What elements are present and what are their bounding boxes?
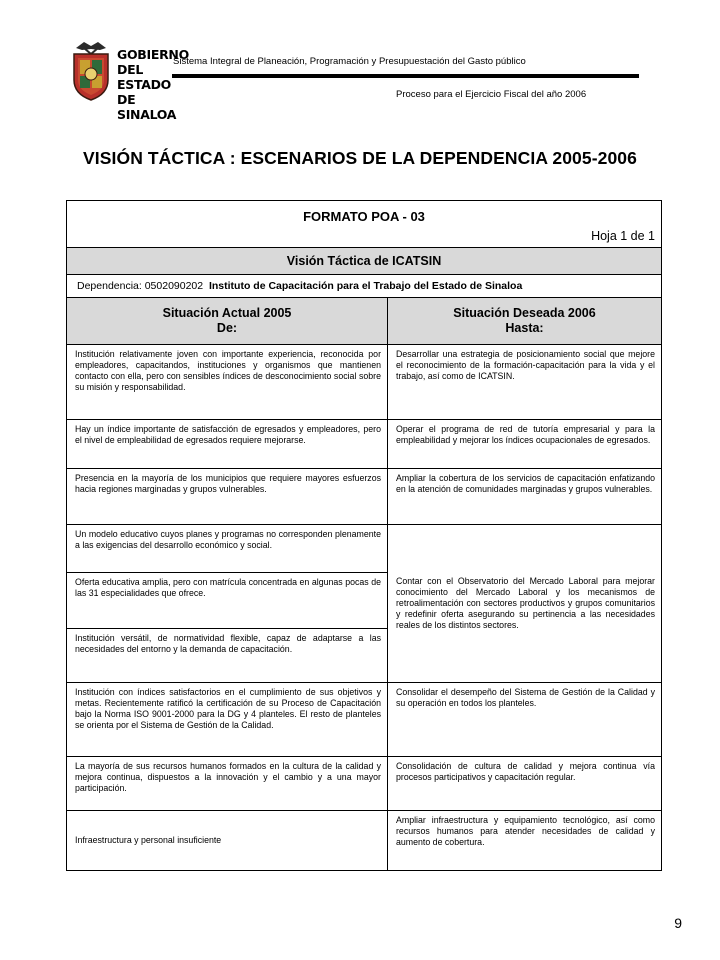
table-row [67,811,662,871]
deseada-cell: Operar el programa de red de tutoría empresarial y para la empleabilidad y mejorar los índices ocupacionales de egresados. [388,420,662,469]
table-row [67,525,662,573]
page-title: VISIÓN TÁCTICA : ESCENARIOS DE LA DEPENDENCIA 2005-2006 [83,148,637,168]
system-title: Sistema Integral de Planeación, Programación y Presupuestación del Gasto público [173,56,526,67]
actual-cell: Oferta educativa amplia, pero con matrícula concentrada en algunas pocas de las 31 especialidades que ofrece. [67,573,388,629]
table-row [67,345,662,420]
dependencia-cell [67,275,662,298]
col-deseada-sub: Hasta: [505,321,544,335]
actual-cell: Institución versátil, de normatividad flexible, capaz de adaptarse a las necesidades del entorno y la demanda de capacitación. [67,629,388,683]
vision-title: Visión Táctica de ICATSIN [67,248,662,275]
col-deseada-title: Situación Deseada 2006 [453,306,596,320]
table-row [67,469,662,525]
gobierno-sinaloa-logo [66,40,189,122]
logo-line-2: DEL ESTADO [117,62,171,92]
dependencia-label: Dependencia: 0502090202 [77,280,204,292]
table-row [67,757,662,811]
sheet-number: Hoja 1 de 1 [591,229,655,243]
formato-cell [67,201,662,248]
state-seal-icon [66,40,116,102]
actual-cell: Hay un índice importante de satisfacción de egresados y empleadores, pero el nivel de empleabilidad de egresados requiere mejorarse. [67,420,388,469]
logo-line-1: GOBIERNO [117,47,189,62]
page-number: 9 [674,915,682,931]
deseada-cell: Ampliar infraestructura y equipamiento tecnológico, así como recursos humanos para atender necesidades de calidad y aumento de cobertura. [388,811,662,871]
deseada-cell: Ampliar la cobertura de los servicios de capacitación enfatizando en la atención de comunidades marginadas y grupos vulnerables. [388,469,662,525]
deseada-cell: Consolidación de cultura de calidad y mejora continua vía procesos participativos y capacitación regular. [388,757,662,811]
actual-cell: Presencia en la mayoría de los municipios que requiere mayores esfuerzos hacia regiones marginadas y grupos vulnerables. [67,469,388,525]
actual-cell: Un modelo educativo cuyos planes y programas no corresponden plenamente a las exigencias del desarrollo económico y social. [67,525,388,573]
deseada-cell: Consolidar el desempeño del Sistema de Gestión de la Calidad y su operación en todos los planteles. [388,683,662,757]
logo-line-3: DE SINALOA [117,92,177,122]
col-actual-sub: De: [216,321,238,335]
header-rule [172,74,639,78]
col-header-actual [67,298,388,345]
actual-cell: Infraestructura y personal insuficiente [67,811,388,871]
col-header-deseada [388,298,662,345]
actual-cell: La mayoría de sus recursos humanos formados en la cultura de la calidad y mejora continua, dispuestos a la innovación y el cambio y a una mayor participación. [67,757,388,811]
fiscal-process: Proceso para el Ejercicio Fiscal del año 2006 [396,89,587,100]
dependencia-row [67,275,662,298]
column-header-row [67,298,662,345]
formato-code: FORMATO POA - 03 [303,209,425,224]
form-header-row [67,201,662,248]
poa-form-table [66,200,662,871]
vision-row [67,248,662,275]
table-row [67,420,662,469]
col-actual-title: Situación Actual 2005 [162,306,292,320]
table-row [67,683,662,757]
actual-cell: Institución con índices satisfactorios en el cumplimiento de sus objetivos y metas. Recientemente ratificó la certificación de su Proceso de Capacitación bajo la Norma ISO 9001-2000 para la DG y 4 planteles. El resto de planteles se orienta por el Sistema de Gestión de la Calidad. [67,683,388,757]
dependencia-name: Instituto de Capacitación para el Trabajo del Estado de Sinaloa [208,280,523,292]
actual-cell: Institución relativamente joven con importante experiencia, reconocida por empleadores, capacitandos, instituciones y organismos que mantienen contacto con ella, pero con sensibles índices de desconocimiento social sobre su misión y responsabilidad. [67,345,388,420]
deseada-cell: Contar con el Observatorio del Mercado Laboral para mejorar conocimiento del Mercado Laboral y los mecanismos de retroalimentación con sectores productivos y grupos comunitarios y redefinir oferta asegurando su pertinencia a las necesidades reales de los distintos sectores. [388,525,662,683]
deseada-cell: Desarrollar una estrategia de posicionamiento social que mejore el reconocimiento de la formación-capacitación para la vida y el trabajo, así como de ICATSIN. [388,345,662,420]
